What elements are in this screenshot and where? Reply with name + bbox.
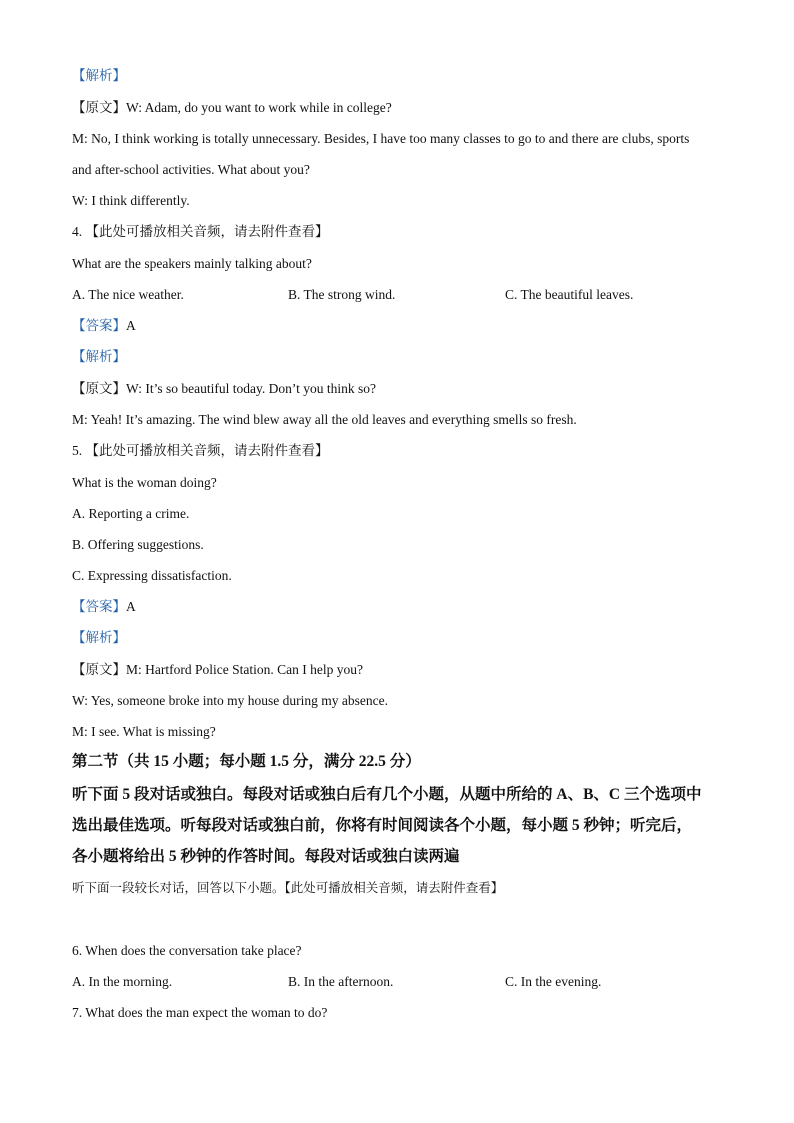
q6-option-b: B. In the afternoon. (288, 974, 394, 989)
transcript-line: W: I think differently. (72, 193, 190, 208)
q5-option-c: C. Expressing dissatisfaction. (72, 568, 232, 583)
transcript-line: W: Yes, someone broke into my house during my absence. (72, 693, 388, 708)
question-4-stem: What are the speakers mainly talking about? (72, 256, 312, 271)
question-4-header: 4. 【此处可播放相关音频，请去附件查看】 (72, 224, 329, 239)
answer-line (72, 317, 136, 335)
q5-option-b: B. Offering suggestions. (72, 537, 204, 552)
transcript-line (72, 661, 363, 679)
analysis-label: 【解析】 (72, 349, 126, 364)
q4-option-a: A. The nice weather. (72, 287, 184, 302)
transcript-line (72, 99, 392, 117)
analysis-label: 【解析】 (72, 68, 126, 83)
section-instructions: 听下面 5 段对话或独白。每段对话或独白后有几个小题，从题中所给的 A、B、C 三个选项中 (72, 786, 702, 803)
transcript-label: 【原文】 (72, 100, 126, 115)
transcript-text: W: It’s so beautiful today. Don’t you think so? (126, 381, 376, 396)
answer-value: A (126, 599, 136, 614)
transcript-line: M: Yeah! It’s amazing. The wind blew away all the old leaves and everything smells so fresh. (72, 412, 577, 427)
transcript-text: M: Hartford Police Station. Can I help you? (126, 662, 363, 677)
transcript-line: M: No, I think working is totally unnecessary. Besides, I have too many classes to go to and there are clubs, sports (72, 131, 690, 146)
answer-line (72, 598, 136, 616)
question-5-stem: What is the woman doing? (72, 475, 217, 490)
question-6-stem: 6. When does the conversation take place? (72, 943, 302, 958)
answer-label: 【答案】 (72, 599, 126, 614)
transcript-line: and after-school activities. What about you? (72, 162, 310, 177)
section-instructions: 选出最佳选项。听每段对话或独白前，你将有时间阅读各个小题，每小题 5 秒钟；听完后， (72, 817, 693, 834)
question-5-header: 5. 【此处可播放相关音频，请去附件查看】 (72, 443, 329, 458)
transcript-label: 【原文】 (72, 662, 126, 677)
q4-option-c: C. The beautiful leaves. (505, 287, 634, 302)
q6-option-a: A. In the morning. (72, 974, 173, 989)
transcript-line: M: I see. What is missing? (72, 724, 216, 739)
answer-label: 【答案】 (72, 318, 126, 333)
answer-value: A (126, 318, 136, 333)
listening-instruction: 听下面一段较长对话，回答以下小题。【此处可播放相关音频，请去附件查看】 (72, 881, 504, 895)
q6-option-c: C. In the evening. (505, 974, 602, 989)
transcript-text: W: Adam, do you want to work while in college? (126, 100, 392, 115)
q4-option-b: B. The strong wind. (288, 287, 396, 302)
analysis-label: 【解析】 (72, 630, 126, 645)
section-heading: 第二节（共 15 小题；每小题 1.5 分，满分 22.5 分） (72, 753, 421, 770)
transcript-label: 【原文】 (72, 381, 126, 396)
section-instructions: 各小题将给出 5 秒钟的作答时间。每段对话或独白读两遍 (72, 848, 460, 865)
transcript-line (72, 380, 376, 398)
question-7-stem: 7. What does the man expect the woman to do? (72, 1005, 328, 1020)
q5-option-a: A. Reporting a crime. (72, 506, 190, 521)
